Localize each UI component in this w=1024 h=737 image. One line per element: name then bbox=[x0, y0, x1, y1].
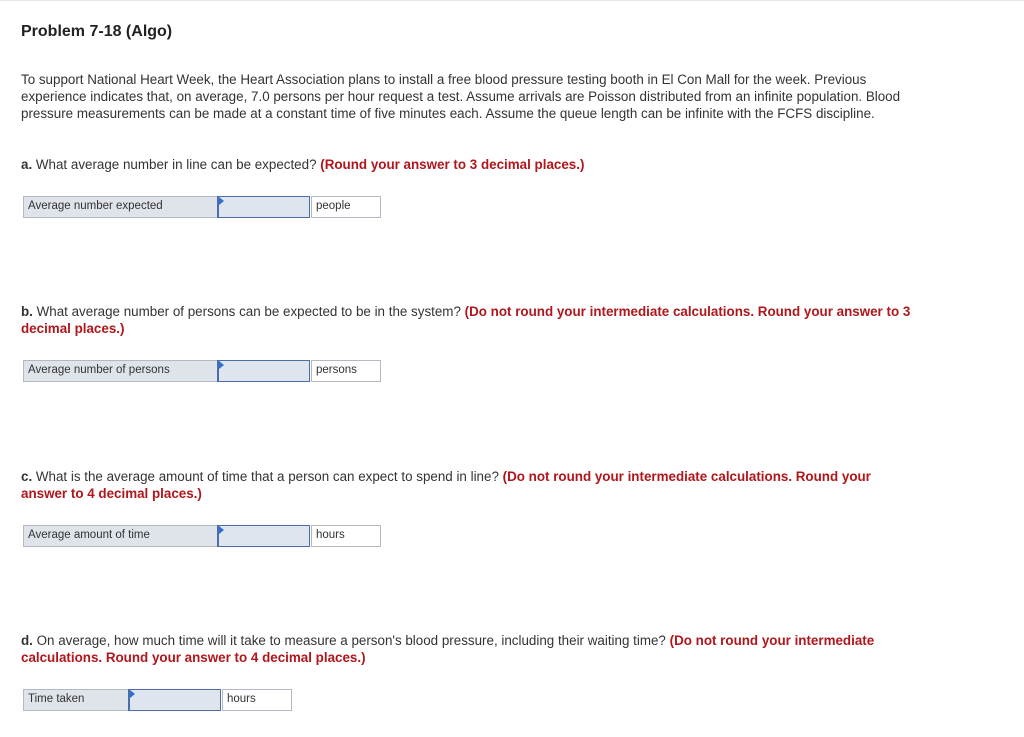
question-text: What is the average amount of time that a person can expect to spend in line? bbox=[32, 469, 503, 484]
answer-label: Average number of persons bbox=[23, 360, 218, 382]
answer-input-wrapper bbox=[129, 689, 221, 711]
answer-label: Time taken bbox=[23, 689, 129, 711]
answer-unit: hours bbox=[222, 689, 292, 711]
answer-unit: persons bbox=[311, 360, 381, 382]
question-note: (Do not round your intermediate calculations. Round your answer to 3 decimal places.) bbox=[21, 304, 911, 336]
question-a bbox=[21, 156, 921, 173]
question-note: (Round your answer to 3 decimal places.) bbox=[320, 157, 585, 172]
answer-row-d bbox=[23, 689, 292, 711]
answer-input-wrapper bbox=[218, 360, 310, 382]
answer-row-c bbox=[23, 525, 381, 547]
top-divider bbox=[0, 0, 1024, 1]
answer-unit: people bbox=[311, 196, 381, 218]
answer-input-wrapper bbox=[218, 196, 310, 218]
question-text: On average, how much time will it take to measure a person's blood pressure, including their waiting time? bbox=[32, 633, 670, 648]
question-text: What average number of persons can be expected to be in the system? bbox=[32, 304, 465, 319]
answer-input-wrapper bbox=[218, 525, 310, 547]
question-d bbox=[21, 632, 901, 666]
answer-input-d[interactable] bbox=[128, 689, 221, 711]
problem-intro: To support National Heart Week, the Heart Association plans to install a free blood pressure testing booth in El Con Mall for the week. Previous experience indicates that, on average, 7.0 persons per hour request a test. Assume arrivals are Poisson distributed from an infinite population. Blood pressure measurements can be made at a constant time of five minutes each. Assume the queue length can be infinite with the FCFS discipline. bbox=[21, 72, 901, 121]
question-b bbox=[21, 303, 916, 337]
answer-input-b[interactable] bbox=[217, 360, 310, 382]
answer-label: Average amount of time bbox=[23, 525, 218, 547]
question-text: What average number in line can be expected? bbox=[32, 157, 321, 172]
question-c bbox=[21, 468, 891, 502]
answer-unit: hours bbox=[311, 525, 381, 547]
answer-row-b bbox=[23, 360, 381, 382]
problem-title: Problem 7-18 (Algo) bbox=[21, 23, 173, 40]
question-label: b. bbox=[21, 304, 33, 319]
question-label: c. bbox=[21, 469, 33, 484]
answer-input-c[interactable] bbox=[217, 525, 310, 547]
question-note: (Do not round your intermediate calculations. Round your answer to 4 decimal places.) bbox=[21, 633, 875, 665]
question-label: a. bbox=[21, 157, 33, 172]
answer-input-a[interactable] bbox=[217, 196, 310, 218]
question-note: (Do not round your intermediate calculations. Round your answer to 4 decimal places.) bbox=[21, 469, 871, 501]
question-label: d. bbox=[21, 633, 33, 648]
answer-label: Average number expected bbox=[23, 196, 218, 218]
answer-row-a bbox=[23, 196, 381, 218]
